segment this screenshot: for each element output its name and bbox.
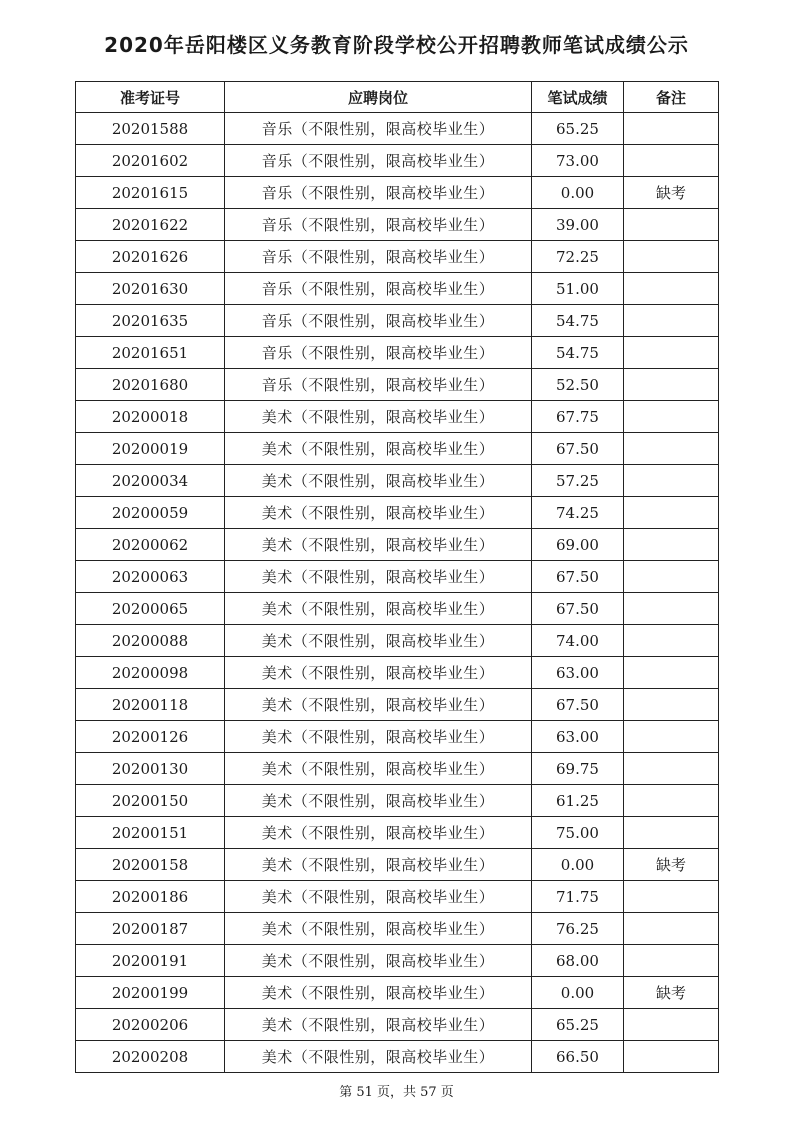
position-cell: 美术（不限性别，限高校毕业生） <box>225 817 532 849</box>
score-cell: 0.00 <box>532 977 624 1009</box>
exam-id-cell: 20201651 <box>76 337 225 369</box>
exam-id-cell: 20200088 <box>76 625 225 657</box>
exam-id-cell: 20200062 <box>76 529 225 561</box>
table-row <box>76 785 719 817</box>
position-cell: 音乐（不限性别，限高校毕业生） <box>225 177 532 209</box>
exam-id-cell: 20200019 <box>76 433 225 465</box>
position-cell: 美术（不限性别，限高校毕业生） <box>225 433 532 465</box>
exam-id-cell: 20201680 <box>76 369 225 401</box>
table-row <box>76 593 719 625</box>
position-cell: 美术（不限性别，限高校毕业生） <box>225 465 532 497</box>
header-position: 应聘岗位 <box>225 82 532 113</box>
position-cell: 美术（不限性别，限高校毕业生） <box>225 849 532 881</box>
exam-id-cell: 20200065 <box>76 593 225 625</box>
position-cell: 美术（不限性别，限高校毕业生） <box>225 785 532 817</box>
exam-id-cell: 20200130 <box>76 753 225 785</box>
score-cell: 39.00 <box>532 209 624 241</box>
table-row <box>76 209 719 241</box>
position-cell: 音乐（不限性别，限高校毕业生） <box>225 209 532 241</box>
exam-id-cell: 20200059 <box>76 497 225 529</box>
score-cell: 52.50 <box>532 369 624 401</box>
remark-cell <box>624 433 719 465</box>
position-cell: 音乐（不限性别，限高校毕业生） <box>225 145 532 177</box>
exam-id-cell: 20201602 <box>76 145 225 177</box>
position-cell: 美术（不限性别，限高校毕业生） <box>225 561 532 593</box>
position-cell: 音乐（不限性别，限高校毕业生） <box>225 241 532 273</box>
header-score: 笔试成绩 <box>532 82 624 113</box>
position-cell: 美术（不限性别，限高校毕业生） <box>225 913 532 945</box>
position-cell: 美术（不限性别，限高校毕业生） <box>225 657 532 689</box>
page-title: 2020年岳阳楼区义务教育阶段学校公开招聘教师笔试成绩公示 <box>104 33 689 57</box>
score-cell: 71.75 <box>532 881 624 913</box>
table-row <box>76 177 719 209</box>
remark-cell <box>624 209 719 241</box>
table-row <box>76 753 719 785</box>
position-cell: 美术（不限性别，限高校毕业生） <box>225 753 532 785</box>
score-cell: 63.00 <box>532 657 624 689</box>
score-cell: 54.75 <box>532 305 624 337</box>
position-cell: 美术（不限性别，限高校毕业生） <box>225 593 532 625</box>
table-row <box>76 113 719 145</box>
score-cell: 73.00 <box>532 145 624 177</box>
remark-cell <box>624 497 719 529</box>
exam-id-cell: 20201635 <box>76 305 225 337</box>
score-cell: 66.50 <box>532 1041 624 1073</box>
remark-cell <box>624 913 719 945</box>
remark-cell <box>624 721 719 753</box>
table-row <box>76 689 719 721</box>
position-cell: 音乐（不限性别，限高校毕业生） <box>225 305 532 337</box>
score-cell: 63.00 <box>532 721 624 753</box>
exam-id-cell: 20200034 <box>76 465 225 497</box>
remark-cell: 缺考 <box>624 177 719 209</box>
remark-cell <box>624 465 719 497</box>
exam-id-cell: 20200150 <box>76 785 225 817</box>
remark-cell <box>624 305 719 337</box>
header-remark: 备注 <box>624 82 719 113</box>
remark-cell: 缺考 <box>624 977 719 1009</box>
remark-cell <box>624 625 719 657</box>
table-row <box>76 625 719 657</box>
page-footer: 第 51 页，共 57 页 <box>339 1085 454 1100</box>
score-cell: 68.00 <box>532 945 624 977</box>
table-row <box>76 561 719 593</box>
position-cell: 音乐（不限性别，限高校毕业生） <box>225 337 532 369</box>
exam-id-cell: 20201626 <box>76 241 225 273</box>
remark-cell <box>624 337 719 369</box>
exam-id-cell: 20200206 <box>76 1009 225 1041</box>
exam-id-cell: 20200126 <box>76 721 225 753</box>
position-cell: 美术（不限性别，限高校毕业生） <box>225 1009 532 1041</box>
score-cell: 67.50 <box>532 593 624 625</box>
remark-cell <box>624 945 719 977</box>
header-exam-id: 准考证号 <box>76 82 225 113</box>
table-row <box>76 913 719 945</box>
score-cell: 65.25 <box>532 113 624 145</box>
remark-cell <box>624 657 719 689</box>
position-cell: 美术（不限性别，限高校毕业生） <box>225 401 532 433</box>
table-row <box>76 401 719 433</box>
remark-cell <box>624 369 719 401</box>
score-table <box>75 81 719 1073</box>
position-cell: 音乐（不限性别，限高校毕业生） <box>225 369 532 401</box>
score-cell: 0.00 <box>532 849 624 881</box>
table-body <box>76 113 719 1073</box>
score-cell: 67.50 <box>532 561 624 593</box>
score-cell: 67.75 <box>532 401 624 433</box>
position-cell: 音乐（不限性别，限高校毕业生） <box>225 273 532 305</box>
table-header <box>76 82 719 113</box>
table-row <box>76 337 719 369</box>
score-cell: 72.25 <box>532 241 624 273</box>
position-cell: 美术（不限性别，限高校毕业生） <box>225 689 532 721</box>
table-row <box>76 721 719 753</box>
remark-cell <box>624 817 719 849</box>
exam-id-cell: 20200118 <box>76 689 225 721</box>
exam-id-cell: 20201588 <box>76 113 225 145</box>
table-row <box>76 465 719 497</box>
table-row <box>76 849 719 881</box>
table-row <box>76 817 719 849</box>
position-cell: 美术（不限性别，限高校毕业生） <box>225 625 532 657</box>
score-cell: 69.75 <box>532 753 624 785</box>
position-cell: 美术（不限性别，限高校毕业生） <box>225 945 532 977</box>
position-cell: 美术（不限性别，限高校毕业生） <box>225 1041 532 1073</box>
score-cell: 51.00 <box>532 273 624 305</box>
table-row <box>76 881 719 913</box>
remark-cell <box>624 1041 719 1073</box>
score-cell: 67.50 <box>532 433 624 465</box>
table-row <box>76 529 719 561</box>
exam-id-cell: 20200187 <box>76 913 225 945</box>
position-cell: 美术（不限性别，限高校毕业生） <box>225 977 532 1009</box>
table-row <box>76 1041 719 1073</box>
table-row <box>76 273 719 305</box>
table-row <box>76 305 719 337</box>
score-cell: 74.25 <box>532 497 624 529</box>
remark-cell <box>624 113 719 145</box>
table-row <box>76 657 719 689</box>
remark-cell <box>624 401 719 433</box>
table-row <box>76 241 719 273</box>
remark-cell <box>624 689 719 721</box>
remark-cell <box>624 529 719 561</box>
exam-id-cell: 20201615 <box>76 177 225 209</box>
exam-id-cell: 20200208 <box>76 1041 225 1073</box>
position-cell: 美术（不限性别，限高校毕业生） <box>225 497 532 529</box>
remark-cell <box>624 753 719 785</box>
position-cell: 音乐（不限性别，限高校毕业生） <box>225 113 532 145</box>
exam-id-cell: 20200018 <box>76 401 225 433</box>
exam-id-cell: 20200186 <box>76 881 225 913</box>
score-cell: 69.00 <box>532 529 624 561</box>
score-cell: 65.25 <box>532 1009 624 1041</box>
score-cell: 54.75 <box>532 337 624 369</box>
exam-id-cell: 20200063 <box>76 561 225 593</box>
remark-cell <box>624 273 719 305</box>
score-cell: 57.25 <box>532 465 624 497</box>
remark-cell <box>624 145 719 177</box>
position-cell: 美术（不限性别，限高校毕业生） <box>225 721 532 753</box>
header-row <box>76 82 719 113</box>
table-row <box>76 945 719 977</box>
exam-id-cell: 20200151 <box>76 817 225 849</box>
remark-cell <box>624 241 719 273</box>
position-cell: 美术（不限性别，限高校毕业生） <box>225 881 532 913</box>
score-cell: 75.00 <box>532 817 624 849</box>
score-cell: 61.25 <box>532 785 624 817</box>
position-cell: 美术（不限性别，限高校毕业生） <box>225 529 532 561</box>
exam-id-cell: 20201622 <box>76 209 225 241</box>
exam-id-cell: 20200098 <box>76 657 225 689</box>
table-row <box>76 145 719 177</box>
exam-id-cell: 20200158 <box>76 849 225 881</box>
table-row <box>76 1009 719 1041</box>
remark-cell <box>624 561 719 593</box>
remark-cell <box>624 881 719 913</box>
exam-id-cell: 20200191 <box>76 945 225 977</box>
remark-cell: 缺考 <box>624 849 719 881</box>
score-cell: 76.25 <box>532 913 624 945</box>
remark-cell <box>624 593 719 625</box>
table-row <box>76 369 719 401</box>
table-row <box>76 977 719 1009</box>
table-row <box>76 497 719 529</box>
score-cell: 74.00 <box>532 625 624 657</box>
remark-cell <box>624 1009 719 1041</box>
remark-cell <box>624 785 719 817</box>
exam-id-cell: 20200199 <box>76 977 225 1009</box>
score-cell: 0.00 <box>532 177 624 209</box>
table-row <box>76 433 719 465</box>
exam-id-cell: 20201630 <box>76 273 225 305</box>
score-cell: 67.50 <box>532 689 624 721</box>
